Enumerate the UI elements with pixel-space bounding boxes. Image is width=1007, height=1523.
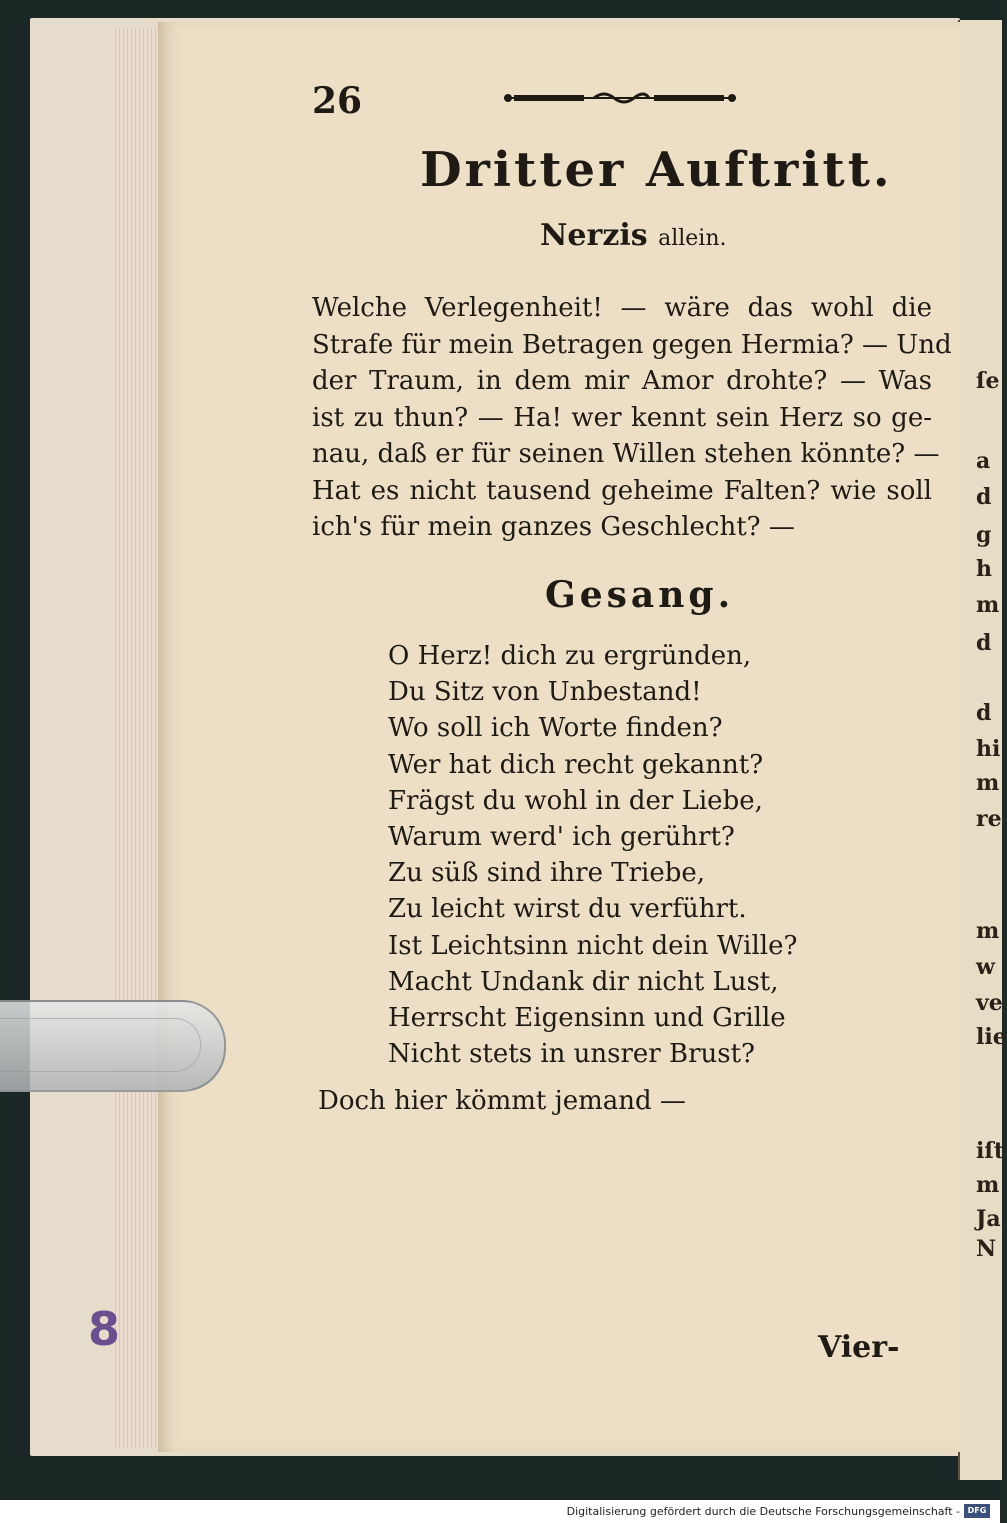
facing-page-fragment: ve <box>976 990 1003 1016</box>
facing-page-fragment: w <box>976 954 995 980</box>
paper-clip-inner <box>0 1018 201 1072</box>
song-verse <box>388 638 797 1072</box>
margin-stamp: 8 <box>88 1302 121 1356</box>
verse-line: Nicht stets in unsrer Brust? <box>388 1039 755 1070</box>
stage-note: allein. <box>658 226 727 251</box>
facing-page-fragment: m <box>976 1172 1000 1198</box>
facing-page-fragment: Ja <box>976 1206 1001 1232</box>
facing-page-fragment: m <box>976 770 1000 796</box>
facing-page-fragment: ſe <box>976 368 1000 394</box>
verse-line: Herrscht Eigensinn und Grille <box>388 1003 786 1034</box>
facing-page-fragment: h <box>976 556 992 582</box>
verse-line: O Herz! dich zu ergründen, <box>388 641 752 671</box>
facing-page-fragment: d <box>976 700 992 726</box>
footer-credit: Digitalisierung gefördert durch die Deutsche Forschungsgemeinschaft - <box>566 1505 960 1518</box>
verse-line: Macht Undank dir nicht Lust, <box>388 966 779 997</box>
facing-page-fragment: N <box>976 1236 997 1262</box>
verse-line: Warum werd' ich gerührt? <box>388 822 735 853</box>
verse-line: Wo soll ich Worte finden? <box>388 713 723 744</box>
speaker-name: Nerzis <box>540 218 648 253</box>
prose-line: der Traum, in dem mir Amor drohte? — Was <box>312 366 932 396</box>
verse-line: Frägst du wohl in der Liebe, <box>388 785 763 816</box>
facing-page-fragment: lie <box>976 1024 1007 1050</box>
page-number: 26 <box>312 80 363 122</box>
page-edges <box>112 28 164 1448</box>
facing-page-fragment: hi <box>976 736 1001 762</box>
song-title: Gesang. <box>545 574 735 616</box>
verse-line: Zu leicht wirst du verführt. <box>388 894 747 925</box>
facing-page-fragment: m <box>976 918 1000 944</box>
facing-page-fragment: re <box>976 806 1002 832</box>
prose-line: Hat es nicht tausend geheime Falten? wie soll <box>312 475 932 506</box>
prose-line: ist zu thun? — Ha! wer kennt sein Herz so ge- <box>312 402 932 433</box>
prose-line: Welche Verlegenheit! — wäre das wohl die <box>312 293 932 323</box>
verse-line: Ist Leichtsinn nicht dein Wille? <box>388 930 798 961</box>
speaker-direction <box>540 218 727 253</box>
prose-line: Strafe für mein Betragen gegen Hermia? — Und <box>312 329 952 360</box>
facing-page-fragment: d <box>976 484 992 510</box>
verse-line: Wer hat dich recht gekannt? <box>388 749 764 780</box>
closing-line: Doch hier kömmt jemand — <box>318 1086 686 1116</box>
scene-heading: Dritter Auftritt. <box>420 142 893 198</box>
prose-line: ich's für mein ganzes Geschlecht? — <box>312 512 795 542</box>
dfg-logo: DFG <box>964 1504 990 1518</box>
facing-page-fragment: g <box>976 522 992 548</box>
verse-line: Zu süß sind ihre Triebe, <box>388 858 706 889</box>
facing-page-fragment: m <box>976 592 1000 618</box>
verse-line: Du Sitz von Unbestand! <box>388 677 702 708</box>
prose-line: nau, daß er für seinen Willen stehen könnte? — <box>312 439 940 469</box>
facing-page-fragment: d <box>976 630 992 656</box>
catchword: Vier- <box>818 1330 900 1365</box>
header-ornament <box>504 90 736 106</box>
facing-page-fragment: a <box>976 448 991 474</box>
prose-paragraph <box>312 290 952 546</box>
facing-page-fragment: iſt <box>976 1138 1004 1164</box>
